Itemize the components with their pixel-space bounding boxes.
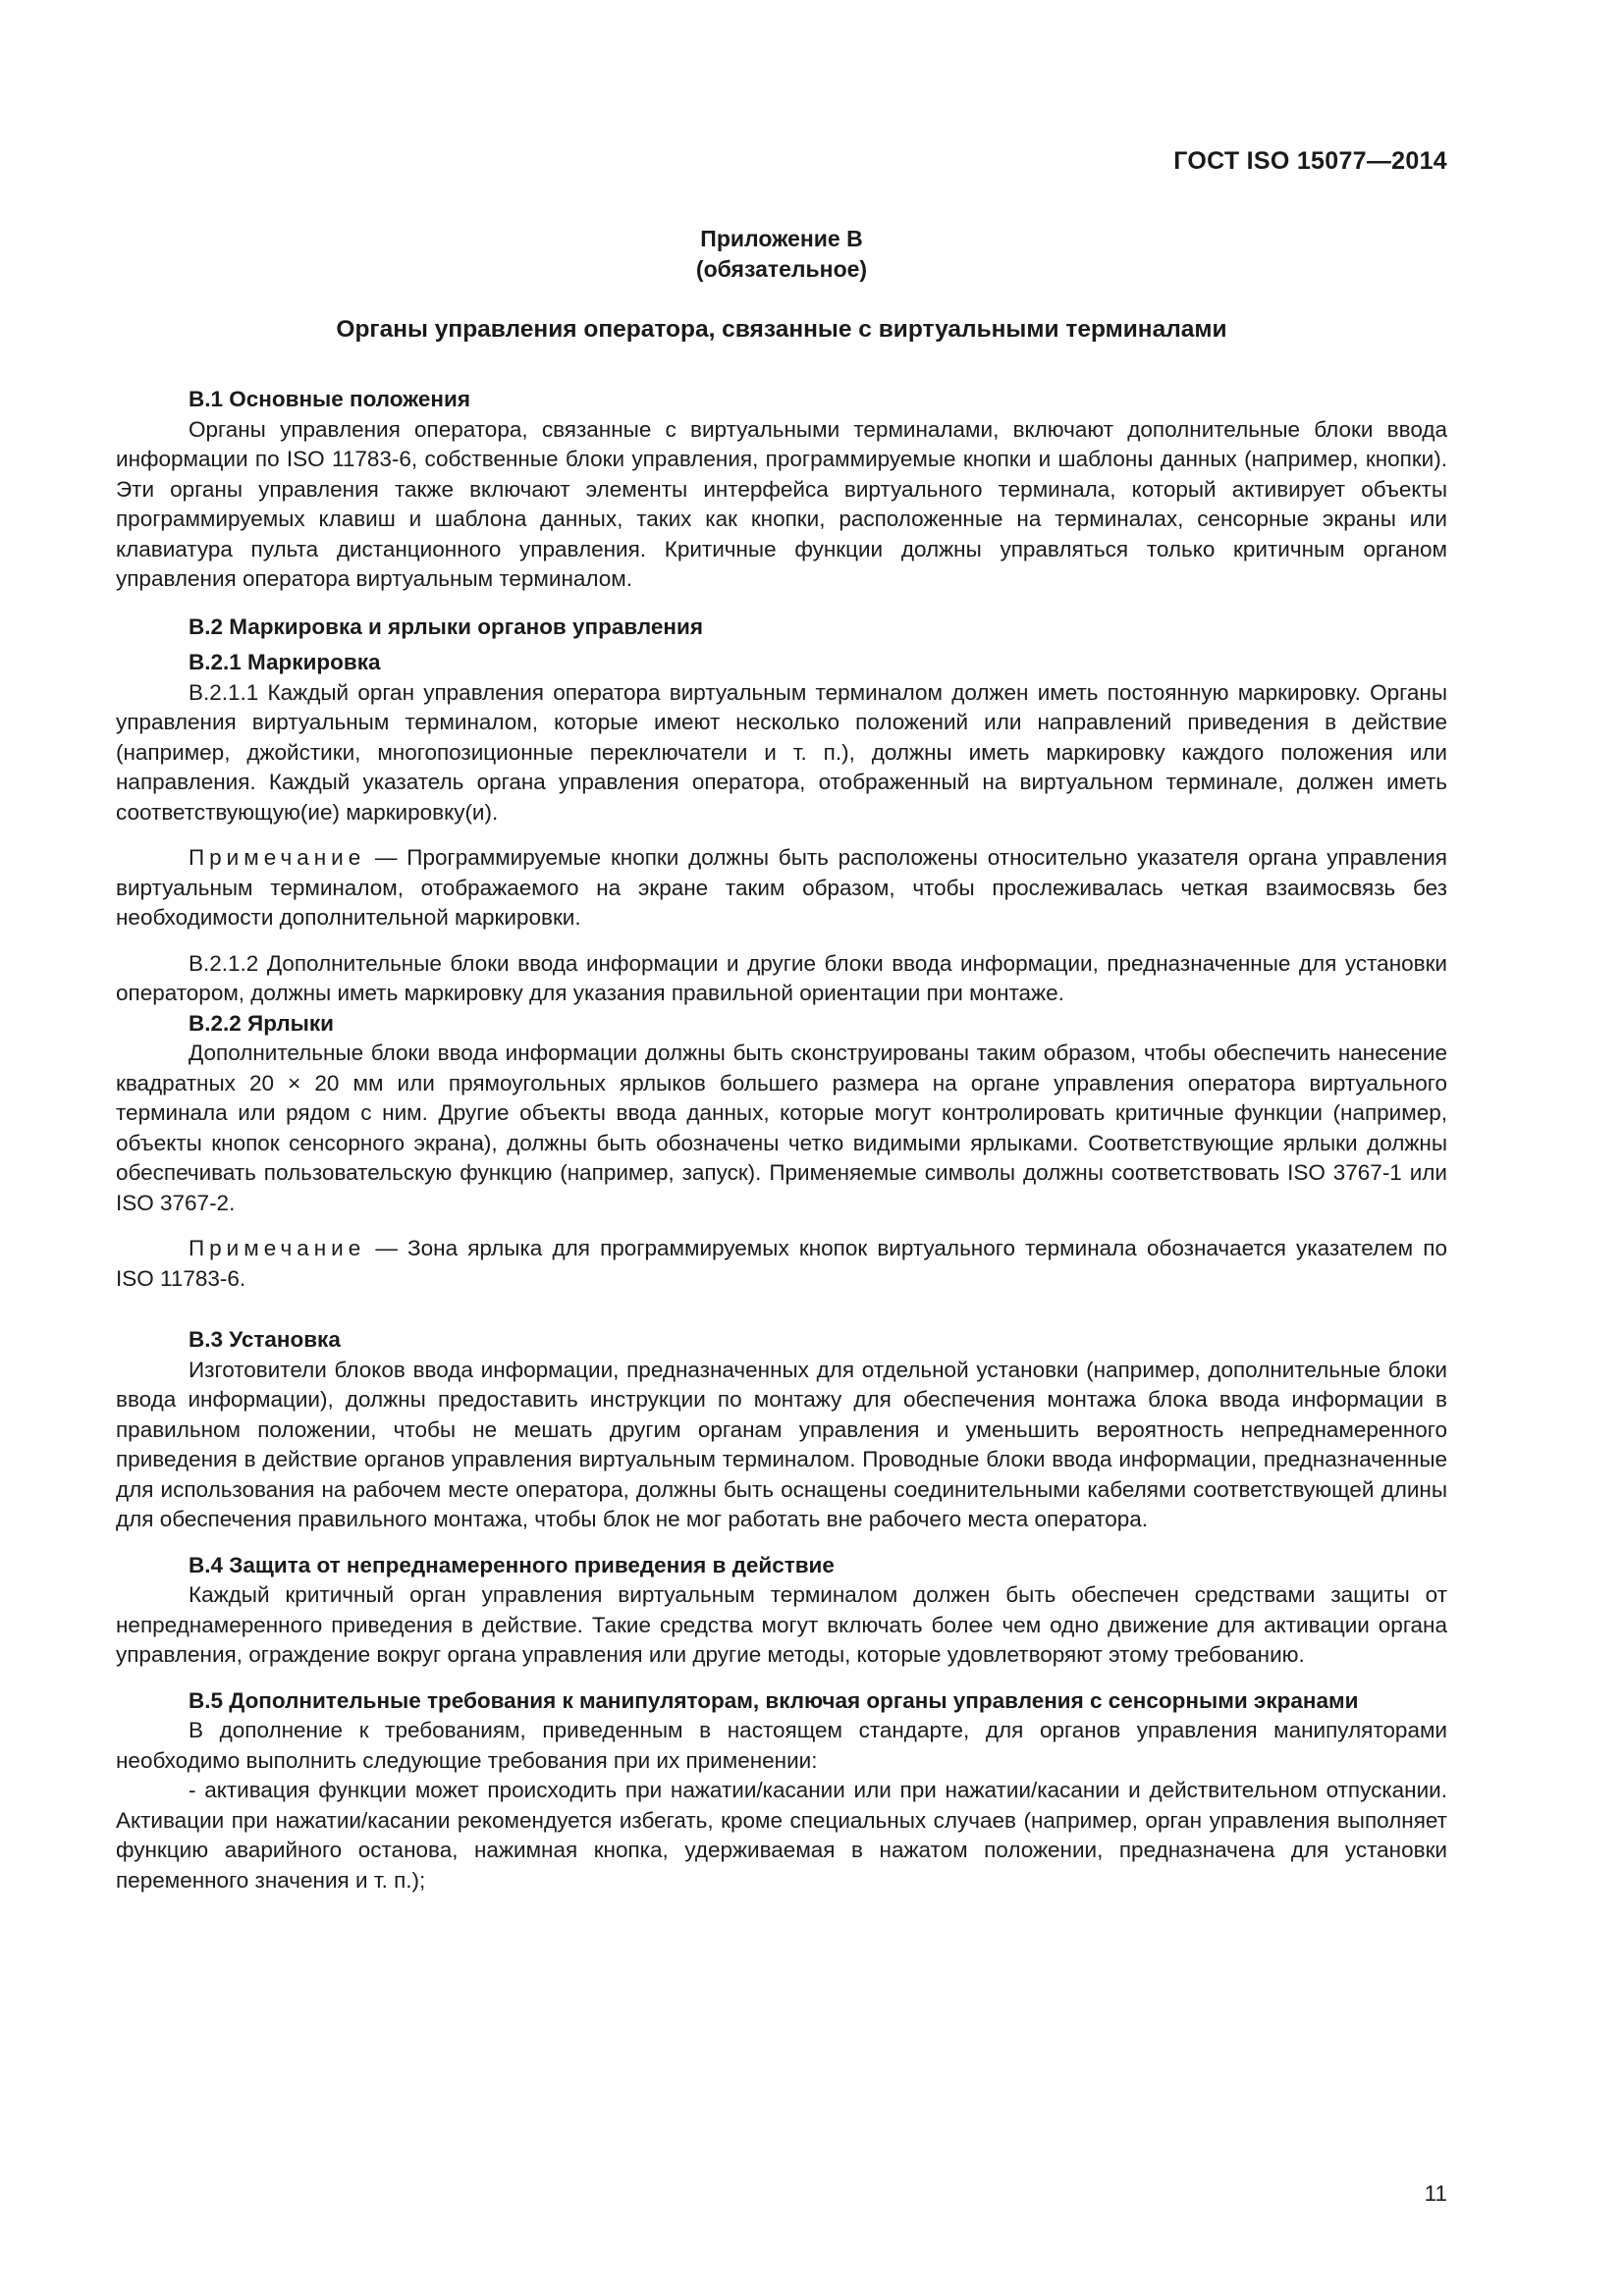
note-1 xyxy=(116,843,1447,934)
note-2-text: — Зона ярлыка для программируемых кнопок виртуального терминала обозначается указателем по ISO 11783-6. xyxy=(116,1236,1447,1291)
note-1-label: Примечание xyxy=(189,845,366,870)
appendix-label: Приложение В xyxy=(700,226,863,251)
clause-b22-text: Дополнительные блоки ввода информации должны быть сконструированы таким образом, чтобы обеспечить нанесение квадратных 20 × 20 мм или прямоугольных ярлыков большего размера на органе управления оператора виртуального терминала или рядом с ним. Другие объекты ввода данных, которые могут контролировать критичные функции (например, объекты кнопок сенсорного экрана), должны быть обозначены четко видимыми ярлыками. Соответствующие ярлыки должны обеспечивать пользовательскую функцию (например, запуск). Применяемые символы должны соответствовать ISO 3767-1 или ISO 3767-2. xyxy=(116,1041,1447,1215)
section-b4-text: Каждый критичный орган управления виртуальным терминалом должен быть обеспечен средствами защиты от непреднамеренного приведения в действие. Такие средства могут включать более чем одно движение для активации органа управления, ограждение вокруг органа управления или другие методы, которые удовлетворяют этому требованию. xyxy=(116,1582,1447,1667)
note-2 xyxy=(116,1234,1447,1294)
note-2-label: Примечание xyxy=(189,1236,366,1260)
clause-b211: В.2.1.1 Каждый орган управления оператора виртуальным терминалом должен иметь постоянную маркировку. Органы управления виртуальным терминалом, которые имеют несколько положений или направлений приведения в действие (например, джойстики, многопозиционные переключатели и т. п.), должны иметь маркировку каждого положения или направления. Каждый указатель органа управления оператора, отображенный на виртуальном терминале, должен иметь соответствующую(ие) маркировку(и). xyxy=(116,679,1447,825)
section-b3-heading: В.3 Установка xyxy=(189,1327,341,1352)
appendix-title: Органы управления оператора, связанные с виртуальными терминалами xyxy=(336,316,1227,343)
note-1-text: — Программируемые кнопки должны быть расположены относительно указателя органа управления виртуальным терминалом, отображаемого на экране таким образом, чтобы прослеживалась четкая взаимосвязь без необходимости дополнительной маркировки. xyxy=(116,845,1447,930)
section-b22-heading: В.2.2 Ярлыки xyxy=(189,1010,334,1036)
appendix-status: (обязательное) xyxy=(695,256,868,282)
clause-b212: В.2.1.2 Дополнительные блоки ввода информации и другие блоки ввода информации, предназначенные для установки оператором, должны иметь маркировку для указания правильной ориентации при монтаже. xyxy=(116,950,1447,1005)
section-b5-heading: В.5 Дополнительные требования к манипуляторам, включая органы управления с сенсорными экранами xyxy=(189,1687,1359,1713)
section-b3-text: Изготовители блоков ввода информации, предназначенных для отдельной установки (например, дополнительные блоки ввода информации), должны предоставить инструкции по монтажу для обеспечения монтажа блока ввода информации в правильном положении, чтобы не мешать другим органам управления и уменьшить вероятность непреднамеренного приведения в действие органов управления виртуальным терминалом. Проводные блоки ввода информации, предназначенные для использования на рабочем месте оператора, должны быть оснащены соединительными кабелями соответствующей длины для обеспечения правильного монтажа, чтобы блок не мог работать вне рабочего места оператора. xyxy=(116,1357,1447,1531)
section-b21-heading: В.2.1 Маркировка xyxy=(189,650,381,674)
page-content xyxy=(116,224,1447,1896)
section-b1-heading: В.1 Основные положения xyxy=(189,387,470,411)
section-b5-text: В дополнение к требованиям, приведенным в настоящем стандарте, для органов управления манипуляторами необходимо выполнить следующие требования при их применении: xyxy=(116,1718,1447,1773)
section-b5-item-1: - активация функции может происходить при нажатии/касании или при нажатии/касании и действительном отпускании. Активации при нажатии/касании рекомендуется избегать, кроме специальных случаев (например, орган управления выполняет функцию аварийного останова, нажимная кнопка, удерживаемая в нажатом положении, предназначена для установки переменного значения и т. п.); xyxy=(116,1778,1447,1893)
document-code: ГОСТ ISO 15077—2014 xyxy=(1173,147,1447,175)
section-b2-heading: В.2 Маркировка и ярлыки органов управления xyxy=(189,614,703,639)
section-b4-heading: В.4 Защита от непреднамеренного приведения в действие xyxy=(189,1552,835,1577)
page-number: 11 xyxy=(1424,2181,1447,2206)
section-b1-paragraph: Органы управления оператора, связанные с виртуальными терминалами, включают дополнительные блоки ввода информации по ISO 11783-6, собственные блоки управления, программируемые кнопки и шаблоны данных (например, кнопки). Эти органы управления также включают элементы интерфейса виртуального терминала, который активирует объекты программируемых клавиш и шаблона данных, таких как кнопки, расположенные на терминалах, сенсорные экраны или клавиатура пульта дистанционного управления. Критичные функции должны управляться только критичным органом управления оператора виртуальным терминалом. xyxy=(116,416,1447,591)
